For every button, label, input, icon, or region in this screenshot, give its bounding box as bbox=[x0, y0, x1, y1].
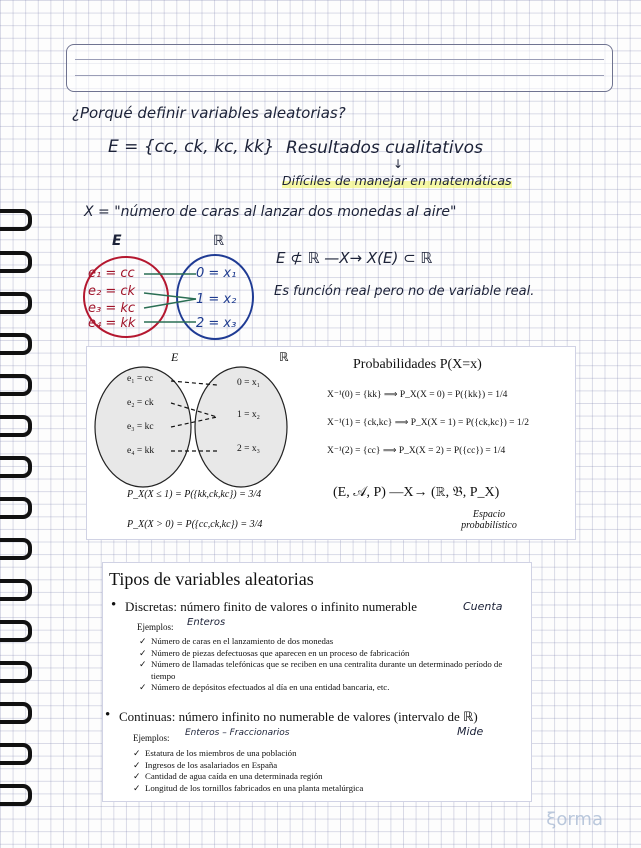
prob-line-1: X⁻¹(1) = {ck,kc} ⟹ P_X(X = 1) = P({ck,kc}) = 1/2 bbox=[327, 418, 530, 428]
printed-value-x3: 2 = x₃ bbox=[237, 444, 260, 454]
title-rule bbox=[75, 59, 604, 60]
list-item: ✓ Longitud de los tornillos fabricados en una planta metalúrgica bbox=[133, 783, 505, 795]
title-box bbox=[66, 44, 613, 92]
ring-icon bbox=[0, 538, 32, 560]
hand-value-x2: 1 = x₂ bbox=[196, 292, 237, 307]
mapping-note: E ⊄ ℝ —X→ X(E) ⊂ ℝ bbox=[276, 249, 433, 267]
discrete-heading: Discretas: número finito de valores o infinito numerable bbox=[125, 599, 418, 614]
ring-icon bbox=[0, 661, 32, 683]
printed-value-x1: 0 = x₁ bbox=[237, 378, 260, 388]
hand-value-x1: 0 = x₁ bbox=[196, 266, 237, 281]
printed-elem-e4: e₄ = kk bbox=[127, 446, 155, 456]
ring-icon bbox=[0, 333, 32, 355]
results-note: Resultados cualitativos bbox=[286, 138, 483, 158]
ring-icon bbox=[0, 579, 32, 601]
sample-space: E = {cc, ck, kc, kk} bbox=[108, 137, 275, 157]
hard-note: Difíciles de manejar en matemáticas bbox=[282, 173, 512, 188]
continuous-heading: Continuas: número infinito no numerable de valores (intervalo de ℝ) bbox=[119, 709, 478, 724]
hand-value-x3: 2 = x₃ bbox=[196, 316, 237, 331]
list-item: ✓ Ingresos de los asalariados en España bbox=[133, 760, 505, 772]
examples-label: Ejemplos: bbox=[137, 622, 174, 632]
discrete-examples bbox=[139, 636, 511, 694]
hand-arrow bbox=[144, 293, 196, 299]
integers-note: Enteros bbox=[187, 617, 226, 628]
ring-icon bbox=[0, 292, 32, 314]
hand-elem-e1: e₁ = cc bbox=[88, 266, 135, 281]
hand-elem-e2: e₂ = ck bbox=[88, 284, 136, 299]
probability-space-label: Espacio probabilístico bbox=[461, 509, 517, 531]
list-item: ✓ Estatura de los miembros de una población bbox=[133, 748, 505, 760]
discrete-note: Cuenta bbox=[463, 600, 503, 613]
ring-icon bbox=[0, 743, 32, 765]
types-card bbox=[102, 562, 532, 802]
ring-icon bbox=[0, 620, 32, 642]
hand-elem-e4: e₄ = kk bbox=[88, 316, 136, 331]
cumulative-prob-1: P_X(X ≤ 1) = P({kk,ck,kc}) = 3/4 bbox=[127, 489, 262, 500]
ring-icon bbox=[0, 456, 32, 478]
function-note: Es función real pero no de variable real. bbox=[274, 284, 535, 299]
ring-icon bbox=[0, 702, 32, 724]
printed-value-x2: 1 = x₂ bbox=[237, 410, 260, 420]
ring-icon bbox=[0, 251, 32, 273]
spiral-binding bbox=[0, 195, 34, 835]
ring-icon bbox=[0, 374, 32, 396]
printed-diagram-svg bbox=[91, 363, 291, 491]
prob-line-2: X⁻¹(2) = {cc} ⟹ P_X(X = 2) = P({cc}) = 1/4 bbox=[327, 446, 506, 456]
hand-label-e: E bbox=[112, 233, 122, 249]
bullet-icon: • bbox=[111, 597, 117, 613]
x-definition: X = "número de caras al lanzar dos monedas al aire" bbox=[84, 204, 457, 220]
ring-icon bbox=[0, 784, 32, 806]
types-title: Tipos de variables aleatorias bbox=[109, 569, 314, 589]
hand-label-r: ℝ bbox=[213, 233, 225, 249]
list-item: ✓ Número de piezas defectuosas que aparecen en un proceso de fabricación bbox=[139, 648, 511, 660]
examples-label-2: Ejemplos: bbox=[133, 733, 170, 743]
continuous-examples bbox=[133, 748, 505, 794]
list-item: ✓ Cantidad de agua caída en una determinada región bbox=[133, 771, 505, 783]
ring-icon bbox=[0, 497, 32, 519]
probability-space-map: (E, 𝒜, P) —X→ (ℝ, 𝔅, P_X) bbox=[333, 485, 500, 500]
list-item: ✓ Número de depósitos efectuados al día en una entidad bancaria, etc. bbox=[139, 682, 511, 694]
printed-label-r: ℝ bbox=[279, 350, 289, 364]
title-rule bbox=[75, 75, 604, 76]
printed-elem-e2: e₂ = ck bbox=[127, 398, 154, 408]
ring-icon bbox=[0, 415, 32, 437]
hand-arrow bbox=[144, 299, 196, 308]
printed-diagram-card bbox=[86, 346, 576, 540]
printed-elem-e1: e₁ = cc bbox=[127, 374, 154, 384]
watermark-logo: ξorma bbox=[546, 809, 603, 830]
list-item: ✓ Número de caras en el lanzamiento de dos monedas bbox=[139, 636, 511, 648]
bullet-icon: • bbox=[105, 707, 111, 723]
probabilities-title: Probabilidades P(X=x) bbox=[353, 357, 482, 372]
continuous-note: Mide bbox=[457, 725, 484, 738]
arrow-down-icon: ↓ bbox=[393, 157, 404, 171]
question-heading: ¿Porqué definir variables aleatorias? bbox=[72, 104, 346, 122]
printed-elem-e3: e₃ = kc bbox=[127, 422, 154, 432]
list-item: ✓ Número de llamadas telefónicas que se reciben en una centralita durante un determinado período de tiempo bbox=[139, 659, 511, 682]
cumulative-prob-2: P_X(X > 0) = P({cc,ck,kc}) = 3/4 bbox=[127, 519, 263, 530]
printed-label-e: E bbox=[171, 350, 179, 364]
prob-line-0: X⁻¹(0) = {kk} ⟹ P_X(X = 0) = P({kk}) = 1/4 bbox=[327, 390, 508, 400]
hand-elem-e3: e₃ = kc bbox=[88, 301, 136, 316]
ring-icon bbox=[0, 209, 32, 231]
integers-fractions-note: Enteros – Fraccionarios bbox=[185, 728, 290, 738]
